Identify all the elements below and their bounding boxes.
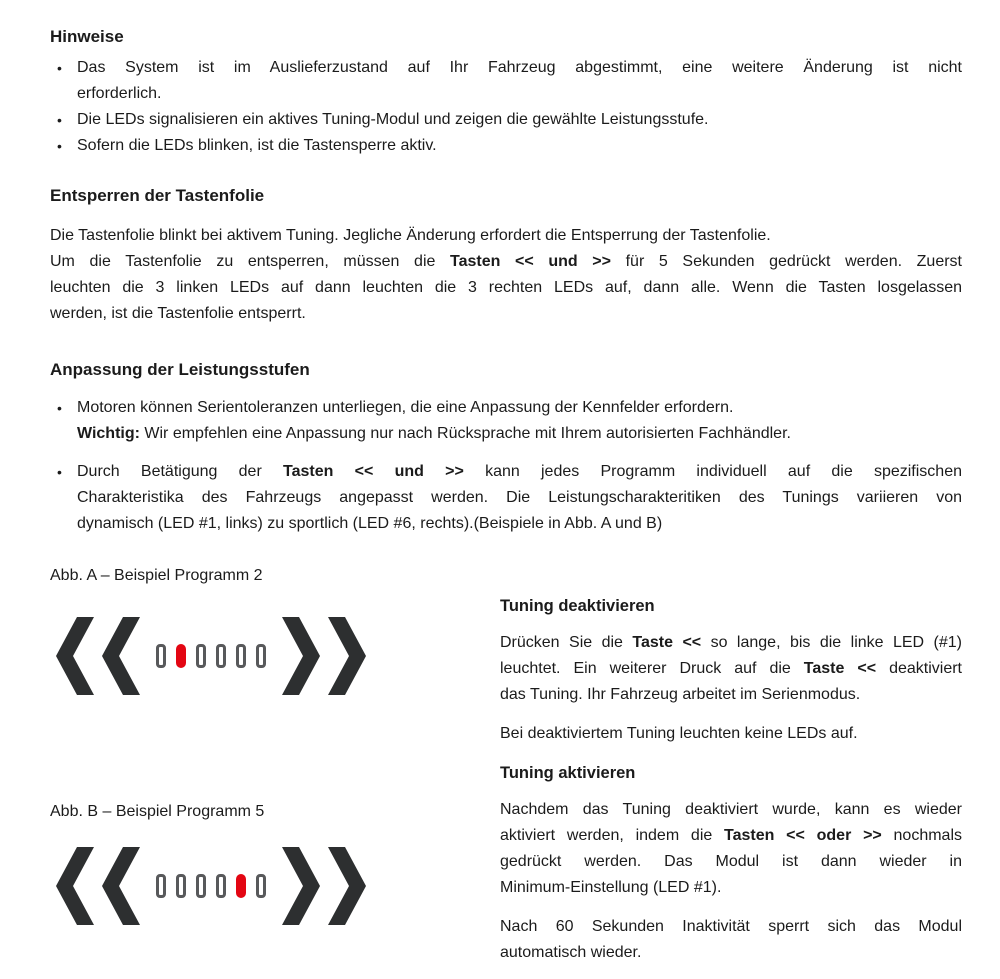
anpassung-bullet-2	[50, 459, 962, 537]
bullet-icon: •	[57, 60, 62, 76]
bullet-icon: •	[57, 464, 62, 480]
bullet-icon: •	[57, 112, 62, 128]
text-line: leuchtet. Ein weiterer Druck auf die Taste << deaktiviert	[500, 660, 962, 677]
text-line: erforderlich.	[77, 85, 162, 102]
led-4	[216, 874, 226, 898]
text-line: Das System ist im Auslieferzustand auf Ihr Fahrzeug abgestimmt, eine weitere Änderung ist nicht	[77, 59, 962, 76]
hinweise-bullet-2-text	[77, 107, 962, 133]
tuning-aktivieren-para-2	[500, 914, 962, 966]
tuning-aktivieren-para-1	[500, 797, 962, 901]
hinweise-heading: Hinweise	[50, 27, 124, 46]
text-line: automatisch wieder.	[500, 944, 642, 961]
figures-column	[50, 563, 500, 979]
tuning-aktivieren-heading: Tuning aktivieren	[500, 764, 636, 782]
hinweise-bullet-1-text	[77, 55, 962, 107]
led-1	[156, 644, 166, 668]
hinweise-bullet-1	[50, 55, 962, 107]
text-line: Motoren können Serientoleranzen unterliegen, die eine Anpassung der Kennfelder erfordern.	[77, 399, 734, 416]
text-line: Drücken Sie die Taste << so lange, bis die linke LED (#1)	[500, 634, 963, 651]
figure-a	[50, 563, 500, 695]
text-line: werden, ist die Tastenfolie entsperrt.	[50, 305, 306, 322]
hinweise-bullet-3-text	[77, 133, 962, 159]
text-line: das Tuning. Ihr Fahrzeug arbeitet im Serienmodus.	[500, 686, 861, 703]
anpassung-heading: Anpassung der Leistungsstufen	[50, 360, 310, 379]
figure-b-graphic	[56, 847, 500, 925]
text-line: gedrückt werden. Das Modul ist dann wieder in	[500, 853, 962, 870]
text-line: Wichtig: Wir empfehlen eine Anpassung nur nach Rücksprache mit Ihrem autorisierten Fachhändler.	[77, 425, 791, 442]
entsperren-paragraph	[50, 223, 962, 327]
figure-b-caption: Abb. B – Beispiel Programm 5	[50, 803, 265, 820]
figure-a-caption: Abb. A – Beispiel Programm 2	[50, 567, 263, 584]
hinweise-bullet-3	[50, 133, 962, 159]
text-line: Sofern die LEDs blinken, ist die Tastensperre aktiv.	[77, 137, 437, 154]
hinweise-bullet-2	[50, 107, 962, 133]
text-line: Die Tastenfolie blinkt bei aktivem Tuning. Jegliche Änderung erfordert die Entsperrung der Tastenfolie.	[50, 227, 771, 244]
figures-and-instructions	[50, 563, 962, 979]
entsperren-heading: Entsperren der Tastenfolie	[50, 186, 265, 205]
text-line: Charakteristika des Fahrzeugs angepasst werden. Die Leistungscharakteritiken des Tunings variieren von	[77, 489, 962, 506]
led-4	[216, 644, 226, 668]
led-2	[176, 874, 186, 898]
text-line: Nach 60 Sekunden Inaktivität sperrt sich das Modul	[500, 918, 962, 935]
instructions-column	[500, 563, 962, 979]
led-strip-a	[156, 644, 266, 668]
double-chevron-left-icon	[56, 847, 140, 925]
led-3	[196, 644, 206, 668]
text-line: Die LEDs signalisieren ein aktives Tuning-Modul und zeigen die gewählte Leistungsstufe.	[77, 111, 709, 128]
tuning-deaktivieren-para-2	[500, 721, 962, 747]
hinweise-bullets	[50, 55, 962, 159]
figure-b	[50, 799, 500, 925]
text-line: Durch Betätigung der Tasten << und >> kann jedes Programm individuell auf die spezifischen	[77, 463, 963, 480]
led-1	[156, 874, 166, 898]
anpassung-bullet-2-text	[77, 459, 962, 537]
led-3	[196, 874, 206, 898]
led-strip-b	[156, 874, 266, 898]
tuning-deaktivieren-para-1	[500, 630, 962, 708]
led-5	[236, 644, 246, 668]
double-chevron-left-icon	[56, 617, 140, 695]
text-line: Minimum-Einstellung (LED #1).	[500, 879, 722, 896]
led-2-active	[176, 644, 186, 668]
text-line: dynamisch (LED #1, links) zu sportlich (LED #6, rechts).(Beispiele in Abb. A und B)	[77, 515, 663, 532]
led-6	[256, 874, 266, 898]
text-line: Nachdem das Tuning deaktiviert wurde, kann es wieder	[500, 801, 962, 818]
led-5-active	[236, 874, 246, 898]
led-6	[256, 644, 266, 668]
double-chevron-right-icon	[282, 617, 366, 695]
text-line: Bei deaktiviertem Tuning leuchten keine LEDs auf.	[500, 725, 858, 742]
anpassung-bullet-1-text	[77, 395, 962, 447]
double-chevron-right-icon	[282, 847, 366, 925]
anpassung-bullet-1	[50, 395, 962, 447]
tuning-deaktivieren-heading: Tuning deaktivieren	[500, 597, 655, 615]
text-line: Um die Tastenfolie zu entsperren, müssen die Tasten << und >> für 5 Sekunden gedrückt werden. Zuerst	[50, 253, 962, 270]
bullet-icon: •	[57, 138, 62, 154]
figure-a-graphic	[56, 617, 500, 695]
bullet-icon: •	[57, 400, 62, 416]
text-line: aktiviert werden, indem die Tasten << oder >> nochmals	[500, 827, 963, 844]
text-line: leuchten die 3 linken LEDs auf dann leuchten die 3 rechten LEDs auf, dann alle. Wenn die Tasten losgelassen	[50, 279, 962, 296]
